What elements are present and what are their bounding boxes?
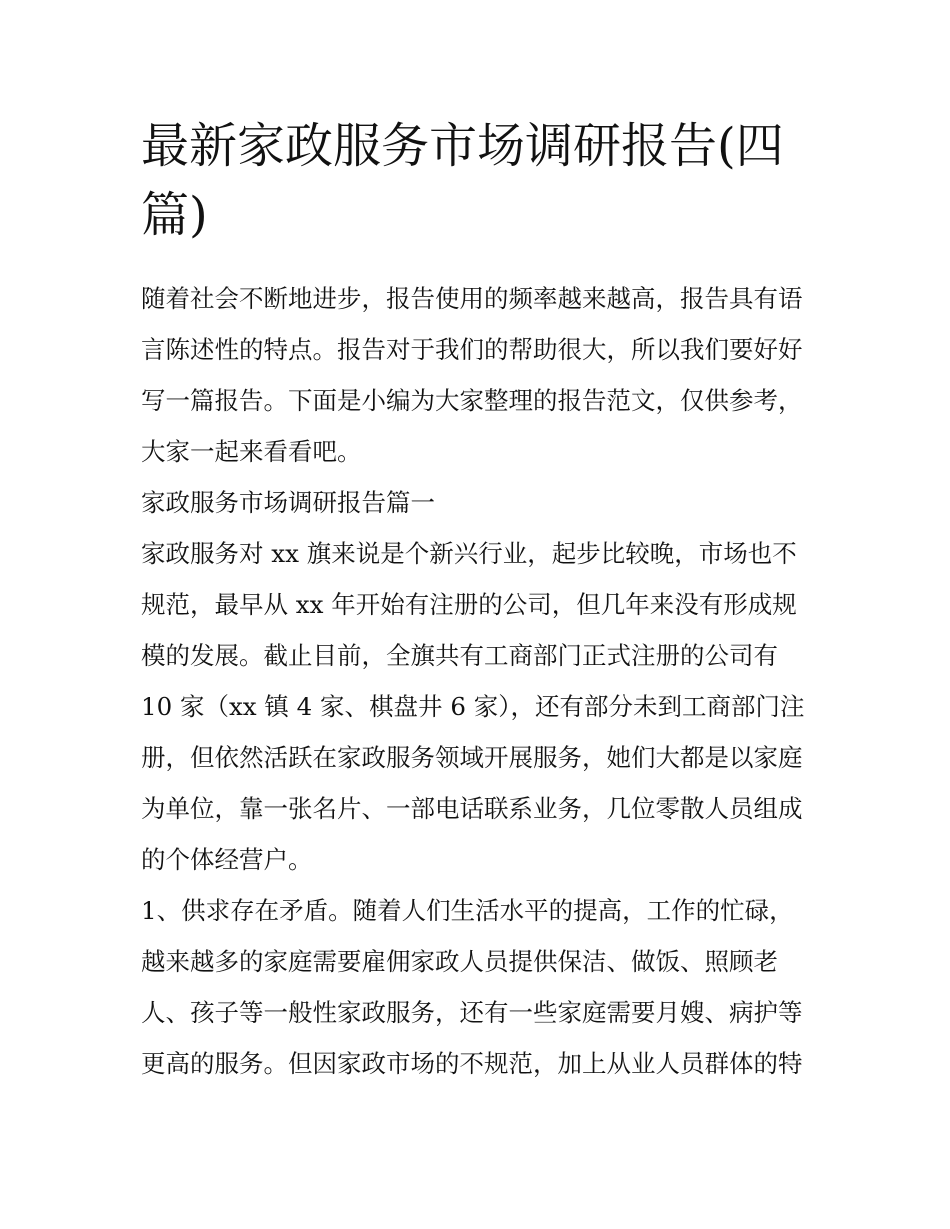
text-line: 10 家（xx 镇 4 家、棋盘井 6 家），还有部分未到工商部门注 — [141, 692, 805, 721]
section-heading: 家政服务市场调研报告篇一 — [141, 488, 435, 517]
text-line: 人、孩子等一般性家政服务，还有一些家庭需要月嫂、病护等 — [141, 998, 803, 1027]
title-line: 篇) — [141, 187, 208, 243]
text-line: 规范，最早从 xx 年开始有注册的公司，但几年来没有形成规 — [141, 590, 797, 619]
text-line: 写一篇报告。下面是小编为大家整理的报告范文，仅供参考， — [141, 386, 803, 415]
body-paragraph — [141, 528, 813, 885]
text-line: 模的发展。截止目前，全旗共有工商部门正式注册的公司有 — [141, 641, 778, 670]
text-line: 越来越多的家庭需要雇佣家政人员提供保洁、做饭、照顾老 — [141, 947, 778, 976]
title-line: 最新家政服务市场调研报告(四 — [141, 118, 784, 174]
body-paragraph — [141, 885, 813, 1089]
text-line: 的个体经营户。 — [141, 845, 313, 874]
document-page — [141, 112, 813, 1089]
text-line: 册，但依然活跃在家政服务领域开展服务，她们大都是以家庭 — [141, 743, 803, 772]
text-line: 随着社会不断地进步，报告使用的频率越来越高，报告具有语 — [141, 284, 803, 313]
text-line: 为单位，靠一张名片、一部电话联系业务，几位零散人员组成 — [141, 794, 803, 823]
text-line: 家政服务对 xx 旗来说是个新兴行业，起步比较晚，市场也不 — [141, 539, 797, 568]
text-line: 言陈述性的特点。报告对于我们的帮助很大，所以我们要好好 — [141, 335, 803, 364]
text-line: 大家一起来看看吧。 — [141, 437, 362, 466]
text-line: 更高的服务。但因家政市场的不规范，加上从业人员群体的特 — [141, 1049, 803, 1078]
document-title — [141, 112, 813, 250]
text-line: 1、供求存在矛盾。随着人们生活水平的提高，工作的忙碌， — [141, 896, 794, 925]
intro-paragraph — [141, 273, 813, 477]
